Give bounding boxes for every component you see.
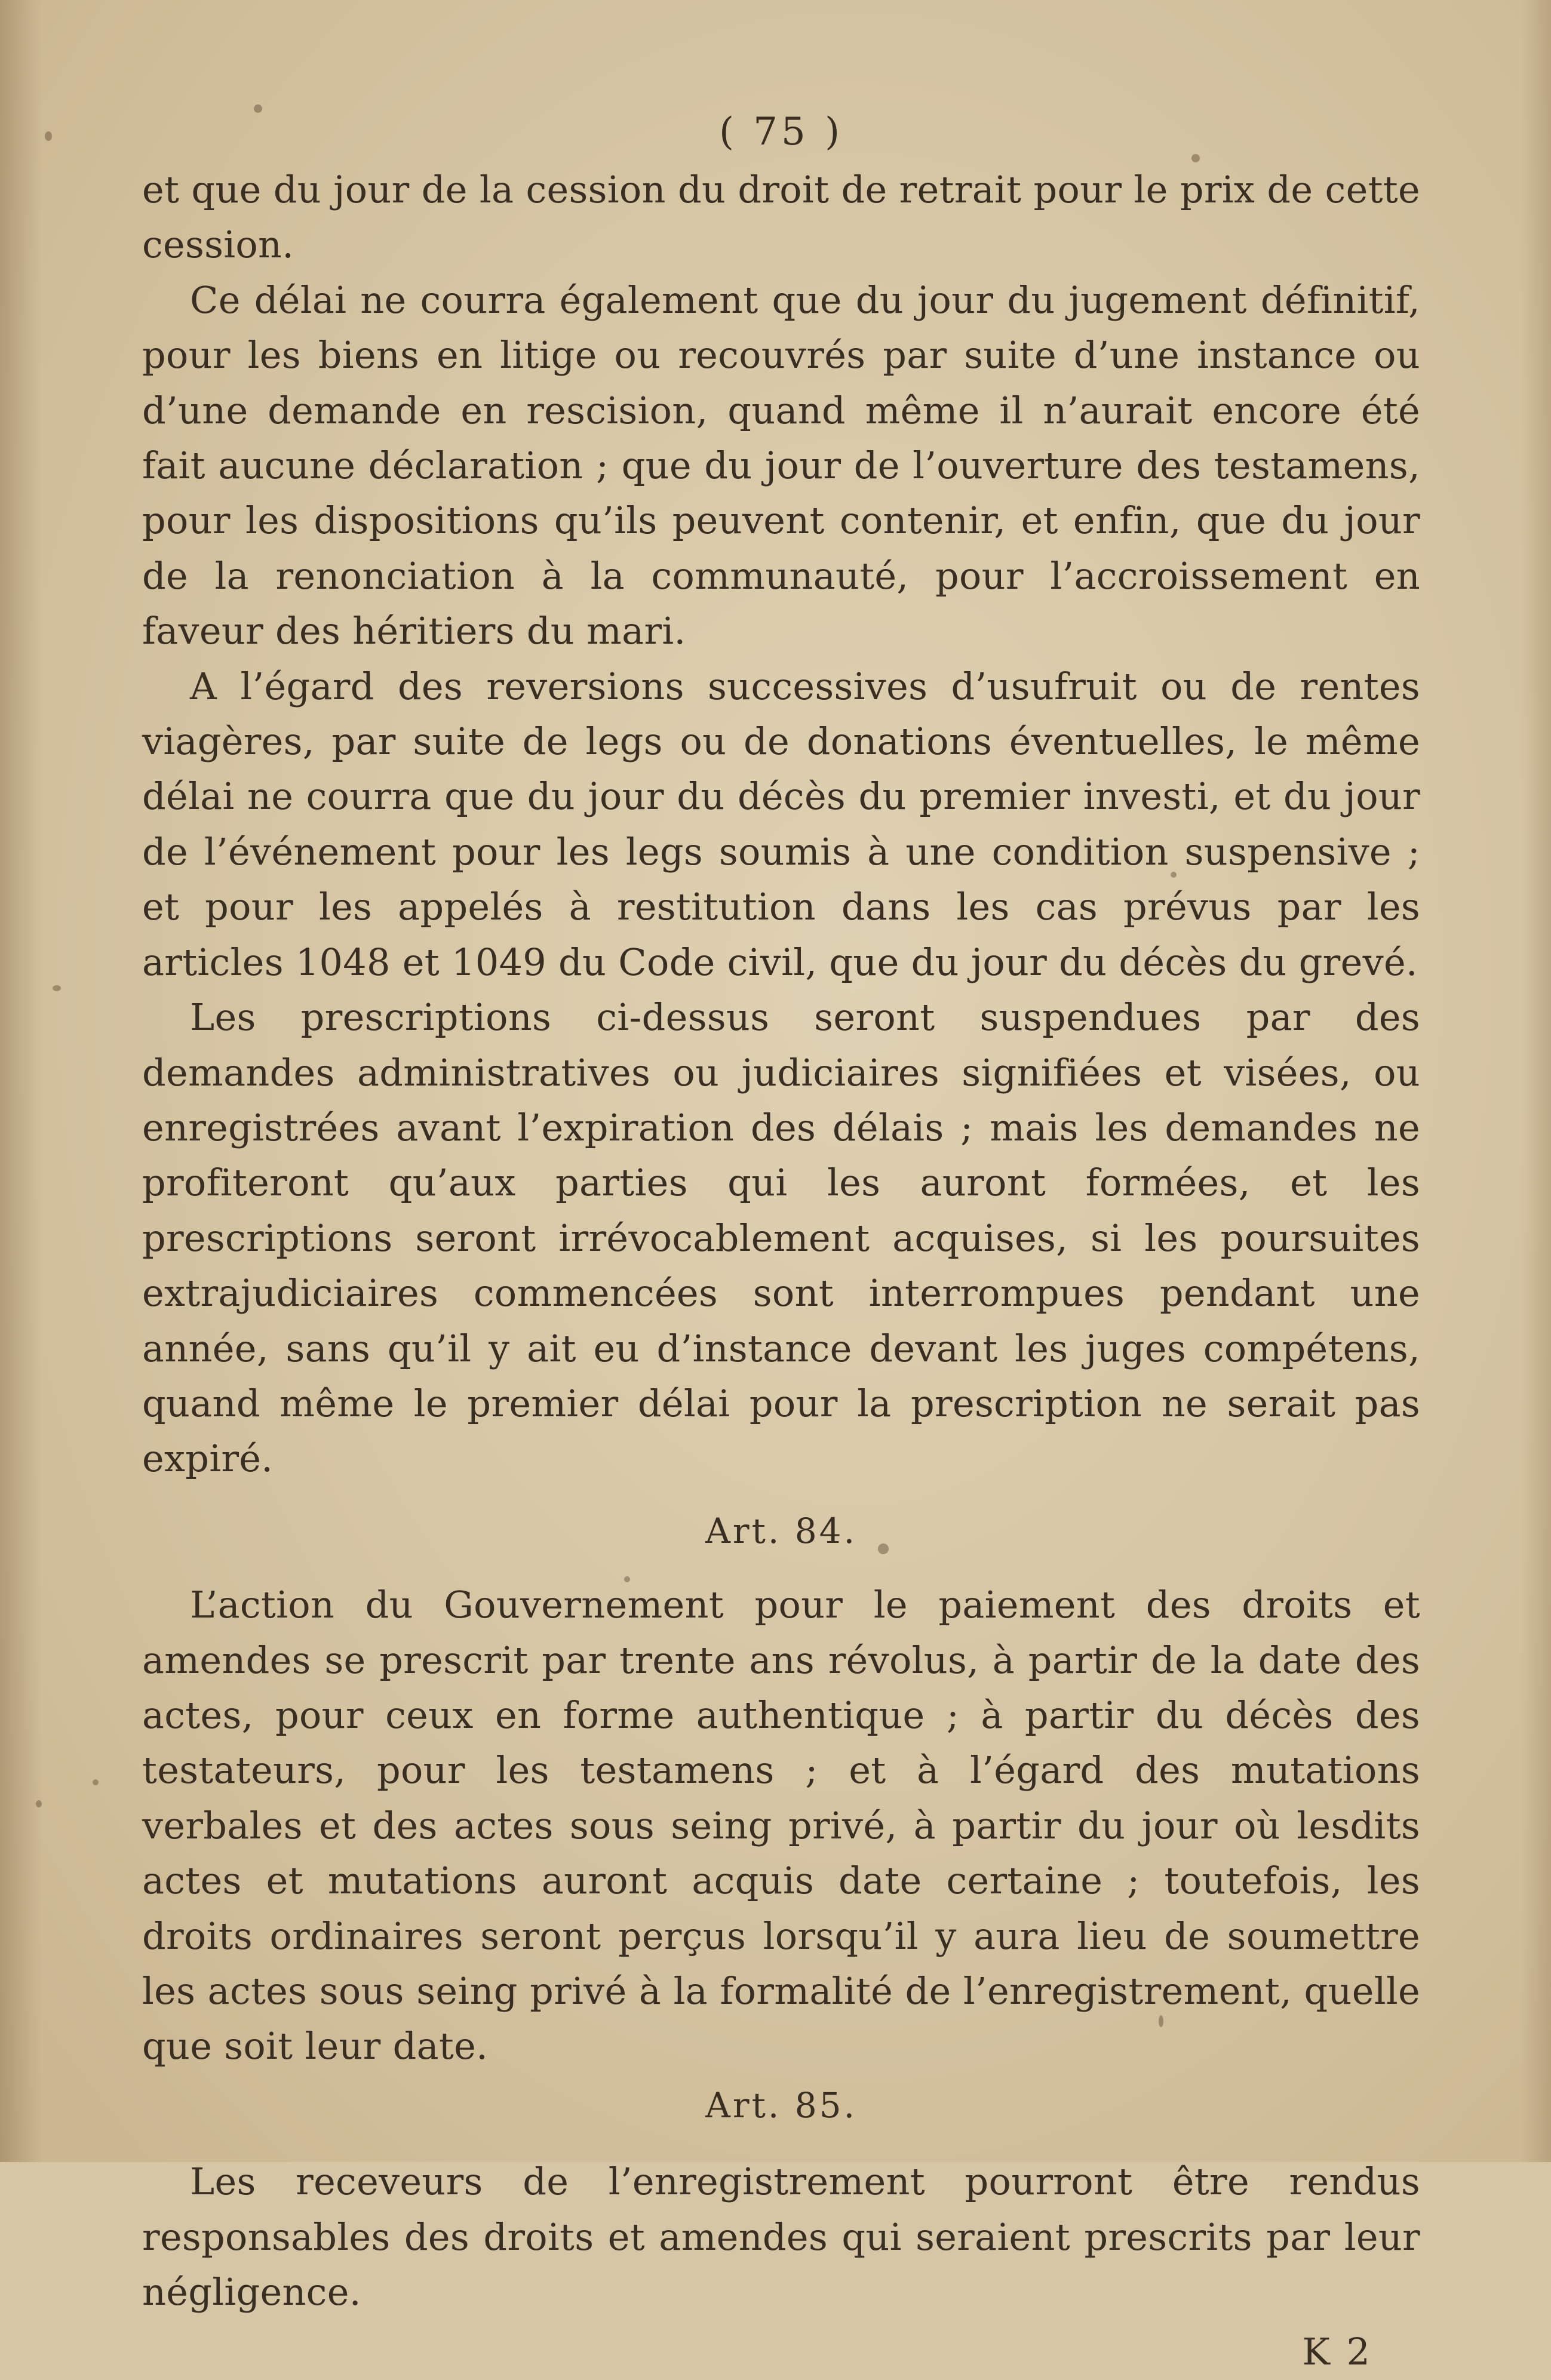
paper-spot [53, 985, 61, 991]
paper-spot [45, 131, 52, 141]
paper-spot [36, 1800, 42, 1807]
paragraph-reversions: A l’égard des reversions successives d’usufruit ou de rentes viagères, par suite de legs ou de donations éventuelles, le même délai ne courra que du jour du décès du premier investi, et du jour de l’événement pour les legs soumis à une condition suspensive ; et pour les appelés à restitution dans les cas prévus par les articles 1048 et 1049 du Code civil, que du jour du décès du grevé. [142, 664, 1420, 984]
paragraph-prescriptions: Les prescriptions ci-dessus seront suspendues par des demandes administratives ou judiciaires signifiées et visées, ou enregistrées avant l’expiration des délais ; mais les demandes ne profiteront qu’aux parties qui les auront formées, et les prescriptions seront irrévocablement acquises, si les poursuites extrajudiciaires commencées sont interrompues pendant une année, sans qu’il y ait eu d’instance devant les juges compétens, quand même le premier délai pour la prescription ne serait pas expiré. [142, 995, 1420, 1481]
paragraph-continuation: et que du jour de la cession du droit de retrait pour le prix de cette cession. [142, 168, 1420, 267]
paper-spot [93, 1779, 99, 1785]
article-84-heading: Art. 84. [705, 1510, 858, 1551]
article-85-heading: Art. 85. [705, 2084, 858, 2126]
signature-mark: K 2 [1302, 2330, 1372, 2374]
article-85-text: Les receveurs de l’enregistrement pourront être rendus responsables des droits et amendes qui seraient prescrits par leur négligence. [142, 2160, 1420, 2314]
page-number: ( 75 ) [718, 110, 844, 154]
paragraph-delay: Ce délai ne courra également que du jour du jugement définitif, pour les biens en litige ou recouvrés par suite d’une instance ou d’une demande en rescision, quand même il n’aurait encore été fait aucune déclaration ; que du jour de l’ouverture des testamens, pour les dispositions qu’ils peuvent contenir, et enfin, que du jour de la renonciation à la communauté, pour l’accroissement en faveur des héritiers du mari. [142, 278, 1420, 653]
page-text [142, 102, 1420, 2380]
article-84-text: L’action du Gouvernement pour le paiement des droits et amendes se prescrit par trente ans révolus, à partir de la date des actes, pour ceux en forme authentique ; à partir du décès des testateurs, pour les testamens ; et à l’égard des mutations verbales et des actes sous seing privé, à partir du jour où lesdits actes et mutations auront acquis date certaine ; toutefois, les droits ordinaires seront perçus lorsqu’il y aura lieu de soumettre les actes sous seing privé à la formalité de l’enregistrement, quelle que soit leur date. [142, 1583, 1420, 2068]
